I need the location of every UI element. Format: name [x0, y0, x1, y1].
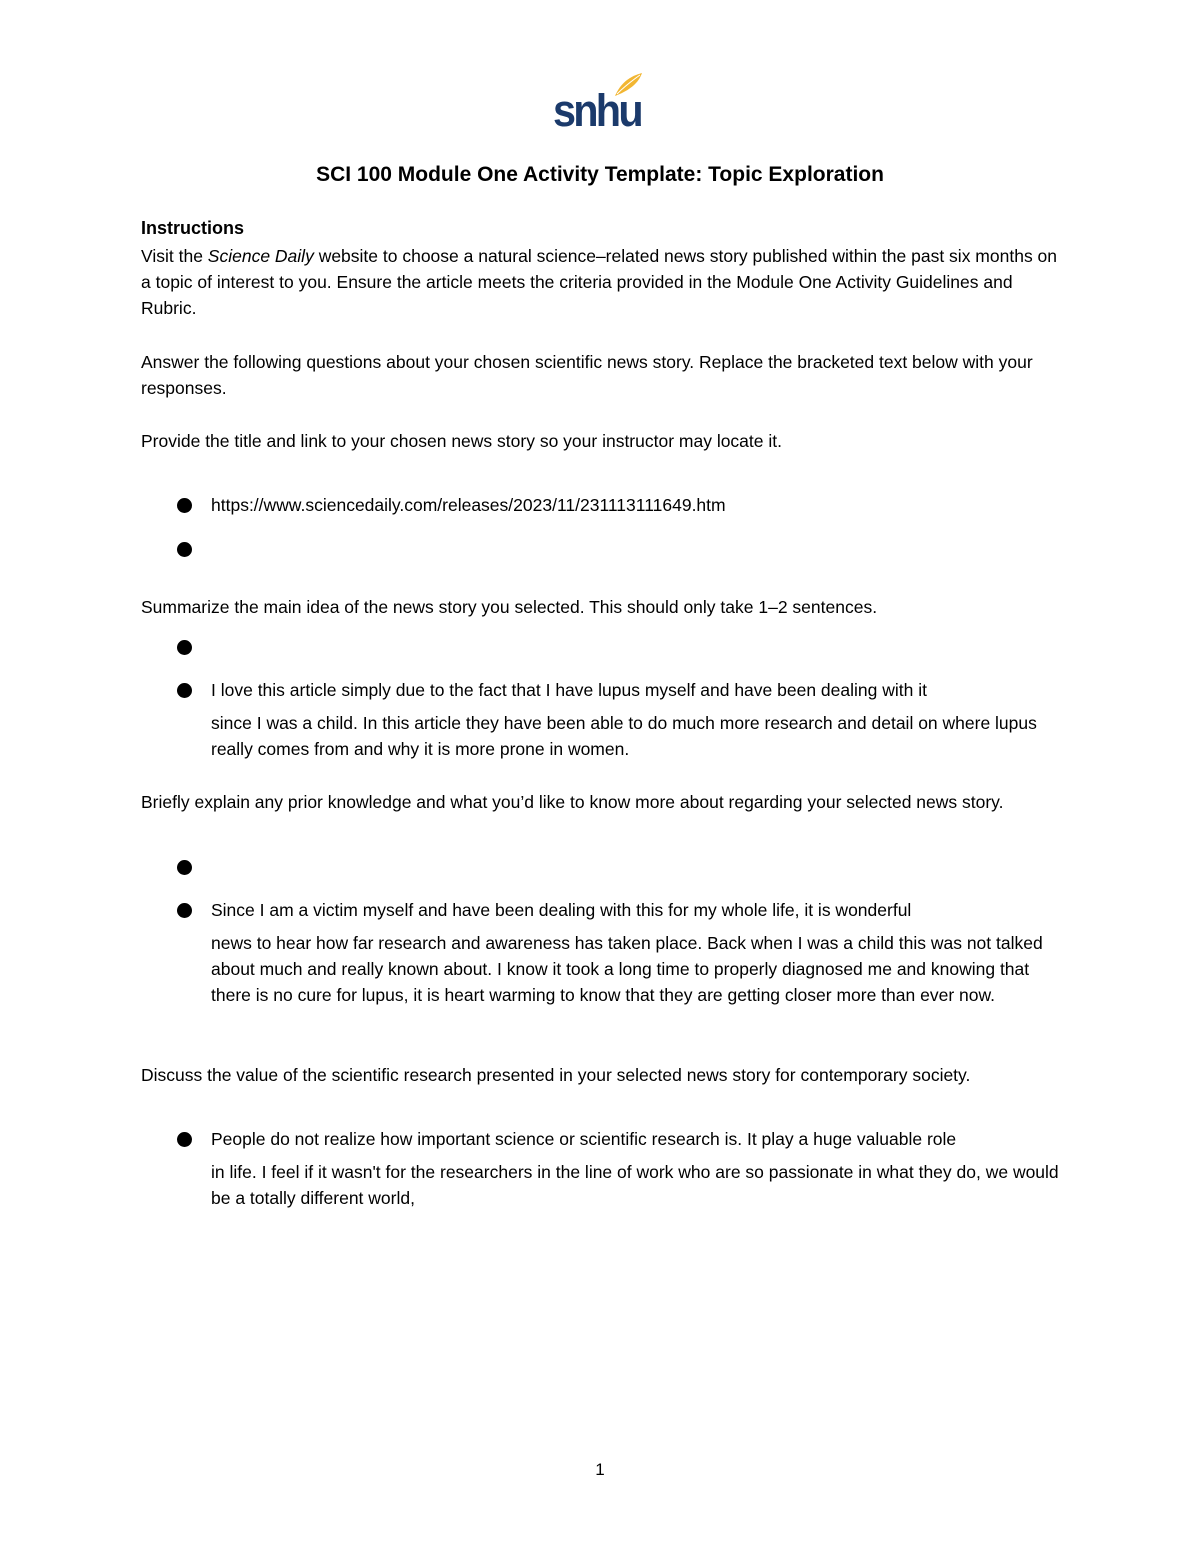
document-title: SCI 100 Module One Activity Template: Topic Exploration — [316, 163, 884, 186]
summary-answer-line-1: I love this article simply due to the fact that I have lupus myself and have been dealing with it — [211, 680, 927, 700]
bullet-icon — [177, 640, 192, 655]
value-answer-line-1: People do not realize how important science or scientific research is. It play a huge valuable role — [211, 1129, 957, 1149]
bullet-icon — [177, 498, 192, 513]
prior-knowledge-answer — [211, 897, 1061, 1008]
article-link: https://www.sciencedaily.com/releases/2023/11/231113111649.htm — [211, 495, 726, 515]
bullet-icon — [177, 860, 192, 875]
prior-answer-continued: news to hear how far research and awareness has taken place. Back when I was a child this was not talked about much and really known about. I know it took a long time to properly diagnosed me and knowing that there is no cure for lupus, it is heart warming to know that they are getting closer more than ever now. — [211, 933, 1043, 1005]
value-answer-continued: in life. I feel if it wasn't for the researchers in the line of work who are so passionate in what they do, we would be a totally different world, — [211, 1162, 1059, 1208]
instructions-p1-start: Visit the — [141, 246, 208, 266]
instructions-paragraph-3: Provide the title and link to your chosen news story so your instructor may locate it. — [141, 431, 782, 451]
bullet-icon — [177, 903, 192, 918]
logo-wordmark: snhu — [553, 85, 641, 136]
instructions-paragraph-1 — [141, 243, 1061, 321]
summary-answer-continued: since I was a child. In this article they have been able to do much more research and detail on where lupus really comes from and why it is more prone in women. — [211, 713, 1037, 759]
instructions-heading: Instructions — [141, 218, 245, 238]
question-value: Discuss the value of the scientific research presented in your selected news story for contemporary society. — [141, 1065, 971, 1085]
bullet-icon — [177, 683, 192, 698]
snhu-logo — [553, 72, 645, 138]
summary-answer — [211, 677, 1061, 762]
question-summary: Summarize the main idea of the news story you selected. This should only take 1–2 sentences. — [141, 597, 878, 617]
instructions-paragraph-2: Answer the following questions about your chosen scientific news story. Replace the bracketed text below with your responses. — [141, 352, 1033, 398]
prior-answer-line-1: Since I am a victim myself and have been dealing with this for my whole life, it is wonderful — [211, 900, 912, 920]
value-answer — [211, 1126, 1061, 1211]
bullet-icon — [177, 1132, 192, 1147]
science-daily-name: Science Daily — [207, 246, 314, 266]
page-number: 1 — [595, 1460, 605, 1479]
instructions-p1-end: website to choose a natural science–related news story published within the past six months on a topic of interest to you. Ensure the article meets the criteria provided in the Module One Activity Guidelines and Rubric. — [141, 246, 1058, 318]
question-prior-knowledge: Briefly explain any prior knowledge and what you’d like to know more about regarding your selected news story. — [141, 792, 1004, 812]
bullet-icon — [177, 542, 192, 557]
